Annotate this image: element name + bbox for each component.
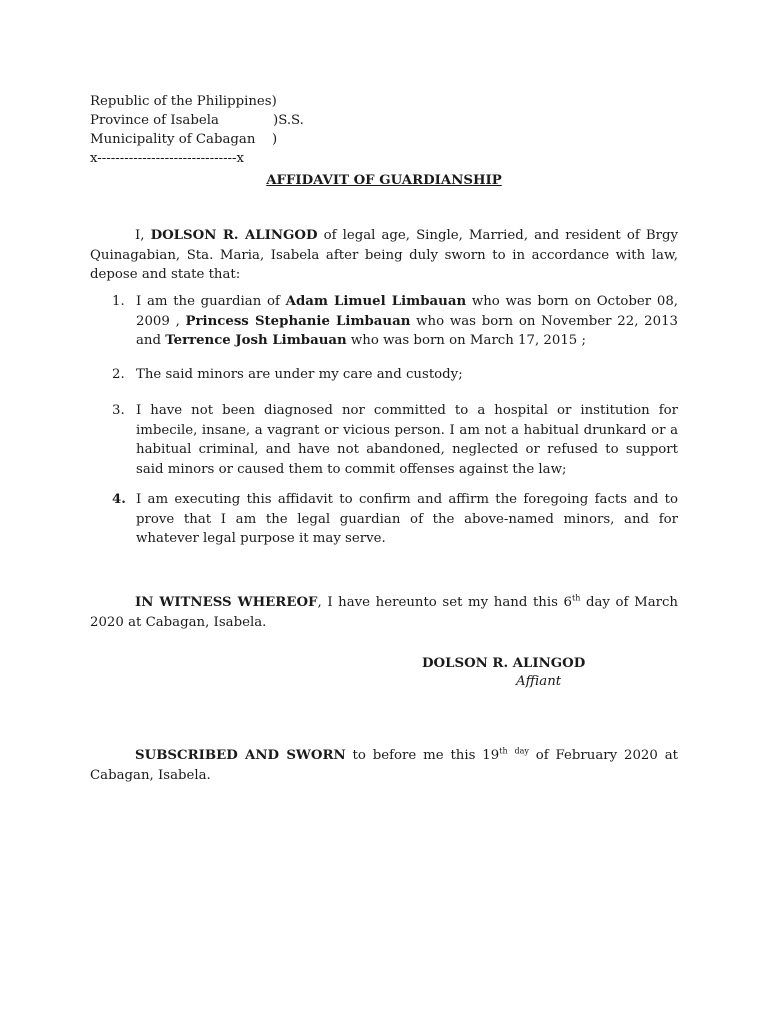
item-text-part: who was born on March 17, 2015 ; (346, 333, 586, 348)
item-text: The said minors are under my care and custody; (136, 367, 463, 382)
jurat-text: to before me this 19 (345, 748, 500, 763)
venue-divider: x-------------------------------x (90, 151, 245, 166)
witness-text: , I have hereunto set my hand this 6 (317, 595, 572, 610)
item-text (136, 292, 678, 351)
list-item (112, 365, 678, 385)
signatory-role: Affiant (516, 674, 562, 689)
item-text-part: I am the guardian of (136, 294, 286, 309)
venue-republic-row (90, 92, 277, 111)
signatory-name: DOLSON R. ALINGOD (422, 656, 586, 671)
item-text-part: who was born on October 08, 2009 , (136, 294, 679, 329)
ordinal-suffix: th (499, 746, 508, 756)
witness-lead: IN WITNESS WHEREOF (135, 595, 318, 610)
item-text: I have not been diagnosed nor committed to a hospital or institution for imbecile, insane, a vagrant or vicious person. I am not a habitual drunkard or a habitual criminal, and have not abandoned, neglected or refused to support said minors or caused them to commit offenses against the law; (136, 403, 678, 477)
venue-province-row (90, 111, 304, 130)
list-item (112, 401, 678, 479)
jurat-paragraph (90, 746, 678, 785)
venue-republic: Republic of the Philippines (90, 94, 272, 109)
item-text: I am executing this affidavit to confirm and affirm the foregoing facts and to prove that I am the legal guardian of the above-named minors, and for whatever legal purpose it may serve. (136, 492, 678, 546)
minor-name: Princess Stephanie Limbauan (185, 313, 411, 329)
intro-pre: I, (135, 228, 151, 243)
jurat-text: of February 2020 at Cabagan, Isabela. (90, 748, 678, 783)
venue-republic-paren: ) (271, 94, 277, 109)
venue-ss: )S.S. (273, 113, 304, 128)
item-number: 2. (112, 367, 125, 382)
ordinal-suffix: th (572, 593, 581, 603)
venue-province: Province of Isabela (90, 113, 219, 128)
venue-municipality-row (90, 130, 277, 149)
minor-name: Adam Limuel Limbauan (285, 294, 467, 309)
venue-municipality: Municipality of Cabagan (90, 132, 256, 147)
affiant-name: DOLSON R. ALINGOD (150, 228, 318, 243)
list-item (112, 292, 678, 351)
day-superscript: day (514, 746, 529, 756)
minor-name: Terrence Josh Limbauan (165, 333, 347, 348)
witness-text: day of March 2020 at Cabagan, Isabela. (90, 595, 678, 630)
intro-paragraph (90, 226, 678, 285)
list-item (112, 490, 678, 549)
venue-block (90, 92, 304, 168)
intro-post: of legal age, Single, Married, and resident of Brgy Quinagabian, Sta. Maria, Isabela after being duly sworn to in accordance with law, depose and state that: (90, 228, 678, 282)
witness-paragraph (90, 593, 678, 632)
document-title: AFFIDAVIT OF GUARDIANSHIP (266, 173, 502, 188)
item-number: 1. (112, 294, 125, 309)
item-number: 3. (112, 403, 125, 418)
jurat-lead: SUBSCRIBED AND SWORN (135, 748, 346, 763)
venue-municipality-paren: ) (272, 132, 278, 147)
item-text-part: who was born on November 22, 2013 and (136, 313, 679, 348)
item-number: 4. (112, 492, 126, 507)
